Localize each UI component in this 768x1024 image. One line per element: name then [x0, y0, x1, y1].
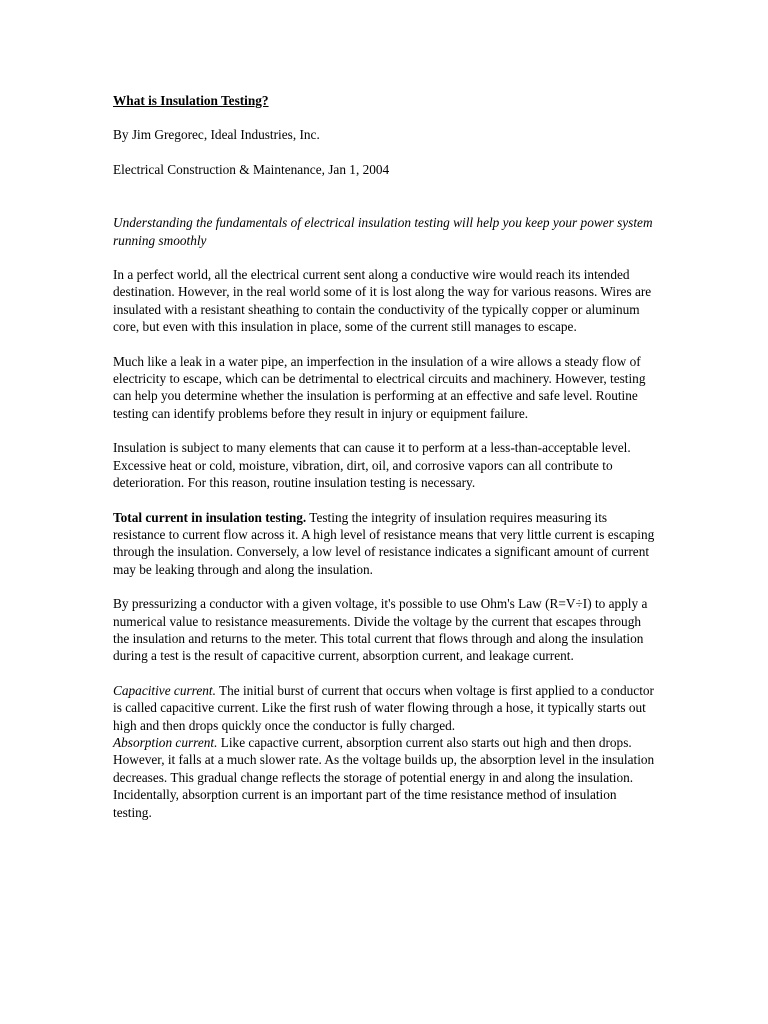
paragraph-4	[113, 509, 658, 579]
publication-source: Electrical Construction & Maintenance, Jan 1, 2004	[113, 161, 390, 177]
term-absorption-current: Absorption current.	[113, 734, 218, 750]
paragraph-4-body: Testing the integrity of insulation requires measuring its resistance to current flow across it. A high level of resistance means that very little current is escaping through the insulation. Conversely, a low level of resistance indicates a significant amount of current may be leaking through and along the insulation.	[113, 509, 655, 577]
document-title: What is Insulation Testing?	[113, 93, 269, 108]
paragraph-1: In a perfect world, all the electrical current sent along a conductive wire would reach its intended destination. However, in the real world some of it is lost along the way for various reasons. Wires are insulated with a resistant sheathing to contain the conductivity of the typically copper or aluminum core, but even with this insulation in place, some of the current still manages to escape.	[113, 267, 652, 335]
section-heading-total-current: Total current in insulation testing.	[113, 509, 307, 525]
paragraph-2: Much like a leak in a water pipe, an imperfection in the insulation of a wire allows a steady flow of electricity to escape, which can be detrimental to electrical circuits and machinery. However, testing can help you determine whether the insulation is performing at an effective and safe level. Routine testing can identify problems before they result in injury or equipment failure.	[113, 353, 646, 421]
paragraph-7	[113, 734, 658, 821]
author-byline: By Jim Gregorec, Ideal Industries, Inc.	[113, 127, 320, 143]
paragraph-6-body: The initial burst of current that occurs when voltage is first applied to a conductor is called capacitive current. Like the first rush of water flowing through a hose, it typically starts out high and then drops quickly once the conductor is fully charged.	[113, 682, 654, 733]
paragraph-6	[113, 682, 658, 734]
paragraph-3: Insulation is subject to many elements that can cause it to perform at a less-than-acceptable level. Excessive heat or cold, moisture, vibration, dirt, oil, and corrosive vapors can all contribute to deterioration. For this reason, routine insulation testing is necessary.	[113, 440, 631, 491]
paragraph-5: By pressurizing a conductor with a given voltage, it's possible to use Ohm's Law (R=V÷I) to apply a numerical value to resistance measurements. Divide the voltage by the current that escapes through the insulation and returns to the meter. This total current that flows through and along the insulation during a test is the result of capacitive current, absorption current, and leakage current.	[113, 596, 648, 664]
article-subtitle: Understanding the fundamentals of electrical insulation testing will help you keep your power system running smoothly	[113, 215, 653, 248]
term-capacitive-current: Capacitive current.	[113, 682, 216, 698]
paragraph-7-body: Like capactive current, absorption current also starts out high and then drops. However, it falls at a much slower rate. As the voltage builds up, the absorption level in the insulation decreases. This gradual change reflects the storage of potential energy in and along the insulation. Incidentally, absorption current is an important part of the time resistance method of insulation testing.	[113, 734, 655, 820]
document-page	[113, 92, 658, 838]
